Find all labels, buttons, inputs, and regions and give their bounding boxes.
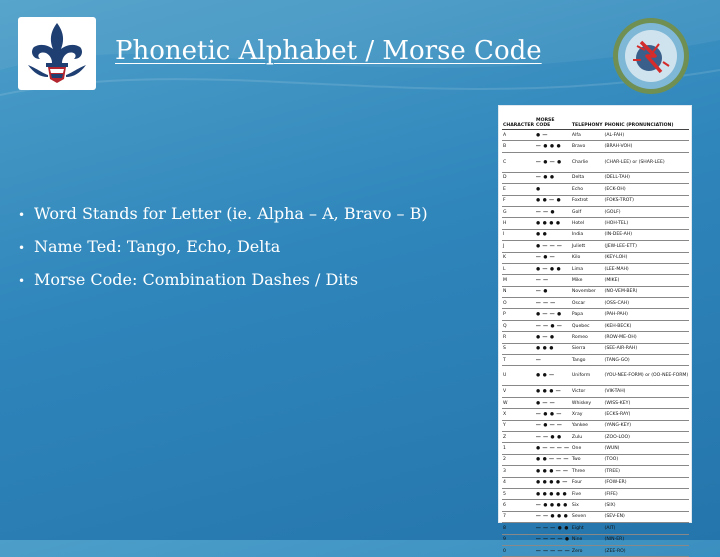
telephony-cell: Nine: [571, 534, 604, 545]
table-header-row: [502, 109, 689, 130]
table-row: [502, 206, 689, 217]
table-row: [502, 320, 689, 331]
phonic-cell: (AIT): [604, 523, 690, 534]
morse-code-cell: ― ● ―: [535, 252, 571, 263]
morse-code-cell: ― ― ● ●: [535, 431, 571, 442]
table-row: [502, 343, 689, 354]
bullet-item: • Word Stands for Letter (ie. Alpha – A, Bravo – B): [18, 198, 428, 231]
character-cell: C: [502, 152, 535, 172]
boy-scouts-fleur-de-lis-logo: [18, 17, 96, 90]
character-cell: A: [502, 130, 535, 141]
character-cell: E: [502, 184, 535, 195]
character-cell: 2: [502, 454, 535, 465]
telephony-cell: One: [571, 443, 604, 454]
telephony-cell: Alfa: [571, 130, 604, 141]
character-cell: Z: [502, 431, 535, 442]
telephony-cell: Bravo: [571, 141, 604, 152]
telephony-cell: Whiskey: [571, 397, 604, 408]
telephony-cell: Lima: [571, 263, 604, 274]
telephony-cell: Juliett: [571, 241, 604, 252]
morse-code-cell: ● ● ● ― ―: [535, 466, 571, 477]
table-row: [502, 386, 689, 397]
character-cell: U: [502, 366, 535, 386]
phonic-cell: (ROW-ME-OH): [604, 332, 690, 343]
phonic-cell: (KEH-BECK): [604, 320, 690, 331]
character-cell: K: [502, 252, 535, 263]
telephony-cell: November: [571, 286, 604, 297]
phonic-cell: (SEV-EN): [604, 511, 690, 522]
morse-code-cell: ― ● ● ●: [535, 141, 571, 152]
table-row: [502, 545, 689, 556]
morse-code-cell: ● ● ● ●: [535, 218, 571, 229]
morse-code-cell: ― ― ―: [535, 298, 571, 309]
column-header: TELEPHONY: [571, 109, 604, 130]
phonic-cell: (WISS-KEY): [604, 397, 690, 408]
character-cell: 4: [502, 477, 535, 488]
bullet-item: • Morse Code: Combination Dashes / Dits: [18, 264, 428, 297]
telephony-cell: Delta: [571, 172, 604, 183]
phonic-cell: (ECK-OH): [604, 184, 690, 195]
character-cell: O: [502, 298, 535, 309]
phonic-cell: (MIKE): [604, 275, 690, 286]
phonic-cell: (VIK-TAH): [604, 386, 690, 397]
radio-merit-badge: [611, 16, 691, 96]
morse-code-cell: ― ● ●: [535, 172, 571, 183]
phonic-cell: (HOH-TEL): [604, 218, 690, 229]
table-row: [502, 263, 689, 274]
telephony-cell: Kilo: [571, 252, 604, 263]
table-row: [502, 523, 689, 534]
telephony-cell: Yankee: [571, 420, 604, 431]
bullet-icon: •: [18, 241, 26, 255]
telephony-cell: Four: [571, 477, 604, 488]
telephony-cell: Seven: [571, 511, 604, 522]
table-row: [502, 241, 689, 252]
table-row: [502, 488, 689, 499]
phonic-cell: (SIX): [604, 500, 690, 511]
character-cell: 8: [502, 523, 535, 534]
phonic-cell: (GOLF): [604, 206, 690, 217]
character-cell: H: [502, 218, 535, 229]
telephony-cell: Charlie: [571, 152, 604, 172]
character-cell: 3: [502, 466, 535, 477]
character-cell: B: [502, 141, 535, 152]
character-cell: G: [502, 206, 535, 217]
table-row: [502, 275, 689, 286]
morse-code-cell: ― ● ― ●: [535, 152, 571, 172]
table-row: [502, 252, 689, 263]
telephony-cell: Oscar: [571, 298, 604, 309]
morse-code-cell: ● ● ―: [535, 366, 571, 386]
table-row: [502, 454, 689, 465]
telephony-cell: Golf: [571, 206, 604, 217]
phonic-cell: (KEY-LOH): [604, 252, 690, 263]
table-row: [502, 477, 689, 488]
phonic-cell: (CHAR-LEE) or (SHAR-LEE): [604, 152, 690, 172]
telephony-cell: Two: [571, 454, 604, 465]
morse-code-cell: ― ― ― ― ●: [535, 534, 571, 545]
table-row: [502, 409, 689, 420]
character-cell: M: [502, 275, 535, 286]
table-row: [502, 172, 689, 183]
telephony-cell: Sierra: [571, 343, 604, 354]
character-cell: L: [502, 263, 535, 274]
phonic-cell: (PAH-PAH): [604, 309, 690, 320]
telephony-cell: Hotel: [571, 218, 604, 229]
phonic-cell: (ECKS-RAY): [604, 409, 690, 420]
bullet-list: [18, 198, 428, 297]
character-cell: F: [502, 195, 535, 206]
table-row: [502, 184, 689, 195]
phonic-cell: (TOO): [604, 454, 690, 465]
character-cell: V: [502, 386, 535, 397]
character-cell: 6: [502, 500, 535, 511]
morse-code-cell: ― ―: [535, 275, 571, 286]
telephony-cell: Five: [571, 488, 604, 499]
column-header: PHONIC (PRONUNCIATION): [604, 109, 690, 130]
morse-code-cell: ● ― ― ― ―: [535, 443, 571, 454]
character-cell: 1: [502, 443, 535, 454]
bullet-item: • Name Ted: Tango, Echo, Delta: [18, 231, 428, 264]
morse-code-cell: ●: [535, 184, 571, 195]
table-row: [502, 195, 689, 206]
bullet-icon: •: [18, 274, 26, 288]
character-cell: R: [502, 332, 535, 343]
character-cell: S: [502, 343, 535, 354]
phonic-cell: (ZOO-LOO): [604, 431, 690, 442]
character-cell: J: [502, 241, 535, 252]
phonic-cell: (YOU-NEE-FORM) or (OO-NEE-FORM): [604, 366, 690, 386]
morse-code-cell: ― ― ― ― ―: [535, 545, 571, 556]
phonic-cell: (OSS-CAH): [604, 298, 690, 309]
phonic-cell: (FIFE): [604, 488, 690, 499]
table-row: [502, 500, 689, 511]
phonic-cell: (SEE-AIR-RAH): [604, 343, 690, 354]
morse-code-cell: ● ―: [535, 130, 571, 141]
table-row: [502, 332, 689, 343]
table-row: [502, 420, 689, 431]
slide-title: Phonetic Alphabet / Morse Code: [115, 36, 542, 66]
morse-code-cell: ● ● ― ●: [535, 195, 571, 206]
phonic-cell: (NO-VEM-BER): [604, 286, 690, 297]
telephony-cell: Romeo: [571, 332, 604, 343]
telephony-cell: Echo: [571, 184, 604, 195]
phonic-cell: (FOKS-TROT): [604, 195, 690, 206]
table-row: [502, 141, 689, 152]
phonic-cell: (TREE): [604, 466, 690, 477]
telephony-cell: Three: [571, 466, 604, 477]
morse-code-cell: ● ― ―: [535, 397, 571, 408]
phonic-cell: (FOW-ER): [604, 477, 690, 488]
morse-code-cell: ● ― ― ●: [535, 309, 571, 320]
table-row: [502, 309, 689, 320]
telephony-cell: Mike: [571, 275, 604, 286]
morse-code-cell: ● ● ● ● ―: [535, 477, 571, 488]
character-cell: T: [502, 355, 535, 366]
morse-code-cell: ● ● ● ―: [535, 386, 571, 397]
table-row: [502, 286, 689, 297]
table-row: [502, 443, 689, 454]
telephony-cell: Zulu: [571, 431, 604, 442]
character-cell: 5: [502, 488, 535, 499]
telephony-cell: India: [571, 229, 604, 240]
morse-code-table: [502, 109, 689, 557]
morse-code-cell: ― ― ●: [535, 206, 571, 217]
telephony-cell: Eight: [571, 523, 604, 534]
character-cell: 9: [502, 534, 535, 545]
phonic-cell: (WUN): [604, 443, 690, 454]
character-cell: Q: [502, 320, 535, 331]
phonic-cell: (YANG-KEY): [604, 420, 690, 431]
telephony-cell: Quebec: [571, 320, 604, 331]
character-cell: X: [502, 409, 535, 420]
telephony-cell: Papa: [571, 309, 604, 320]
phonic-cell: (IN-DEE-AH): [604, 229, 690, 240]
character-cell: 0: [502, 545, 535, 556]
character-cell: P: [502, 309, 535, 320]
phonic-cell: (TANG-GO): [604, 355, 690, 366]
phonic-cell: (JEW-LEE-ETT): [604, 241, 690, 252]
morse-code-cell: ● ● ● ● ●: [535, 488, 571, 499]
telephony-cell: Tango: [571, 355, 604, 366]
table-row: [502, 152, 689, 172]
character-cell: Y: [502, 420, 535, 431]
morse-code-cell: ― ― ● ―: [535, 320, 571, 331]
telephony-cell: Xray: [571, 409, 604, 420]
morse-code-cell: ● ●: [535, 229, 571, 240]
telephony-cell: Six: [571, 500, 604, 511]
character-cell: D: [502, 172, 535, 183]
column-header: MORSE CODE: [535, 109, 571, 130]
column-header: CHARACTER: [502, 109, 535, 130]
table-row: [502, 130, 689, 141]
morse-code-table-image: [499, 106, 691, 554]
morse-code-cell: ● ― ― ―: [535, 241, 571, 252]
table-row: [502, 218, 689, 229]
telephony-cell: Victor: [571, 386, 604, 397]
bullet-icon: •: [18, 208, 26, 222]
table-row: [502, 534, 689, 545]
morse-code-cell: ● ● ― ― ―: [535, 454, 571, 465]
table-row: [502, 466, 689, 477]
phonic-cell: (ZEE-RO): [604, 545, 690, 556]
morse-code-cell: ― ● ― ―: [535, 420, 571, 431]
morse-code-cell: ― ●: [535, 286, 571, 297]
morse-code-cell: ― ― ● ● ●: [535, 511, 571, 522]
table-row: [502, 431, 689, 442]
morse-code-cell: ● ― ● ●: [535, 263, 571, 274]
morse-code-cell: ―: [535, 355, 571, 366]
table-body: [502, 130, 689, 557]
morse-code-cell: ― ● ● ● ●: [535, 500, 571, 511]
phonic-cell: (NIN-ER): [604, 534, 690, 545]
character-cell: W: [502, 397, 535, 408]
phonic-cell: (BRAH-VOH): [604, 141, 690, 152]
telephony-cell: Uniform: [571, 366, 604, 386]
table-row: [502, 397, 689, 408]
table-row: [502, 366, 689, 386]
phonic-cell: (DELL-TAH): [604, 172, 690, 183]
phonic-cell: (LEE-MAH): [604, 263, 690, 274]
telephony-cell: Foxtrot: [571, 195, 604, 206]
table-row: [502, 298, 689, 309]
morse-code-cell: ● ― ●: [535, 332, 571, 343]
phonic-cell: (AL-FAH): [604, 130, 690, 141]
morse-code-cell: ― ― ― ● ●: [535, 523, 571, 534]
morse-code-cell: ● ● ●: [535, 343, 571, 354]
character-cell: 7: [502, 511, 535, 522]
character-cell: I: [502, 229, 535, 240]
morse-code-cell: ― ● ● ―: [535, 409, 571, 420]
table-row: [502, 229, 689, 240]
table-row: [502, 355, 689, 366]
telephony-cell: Zero: [571, 545, 604, 556]
table-row: [502, 511, 689, 522]
character-cell: N: [502, 286, 535, 297]
